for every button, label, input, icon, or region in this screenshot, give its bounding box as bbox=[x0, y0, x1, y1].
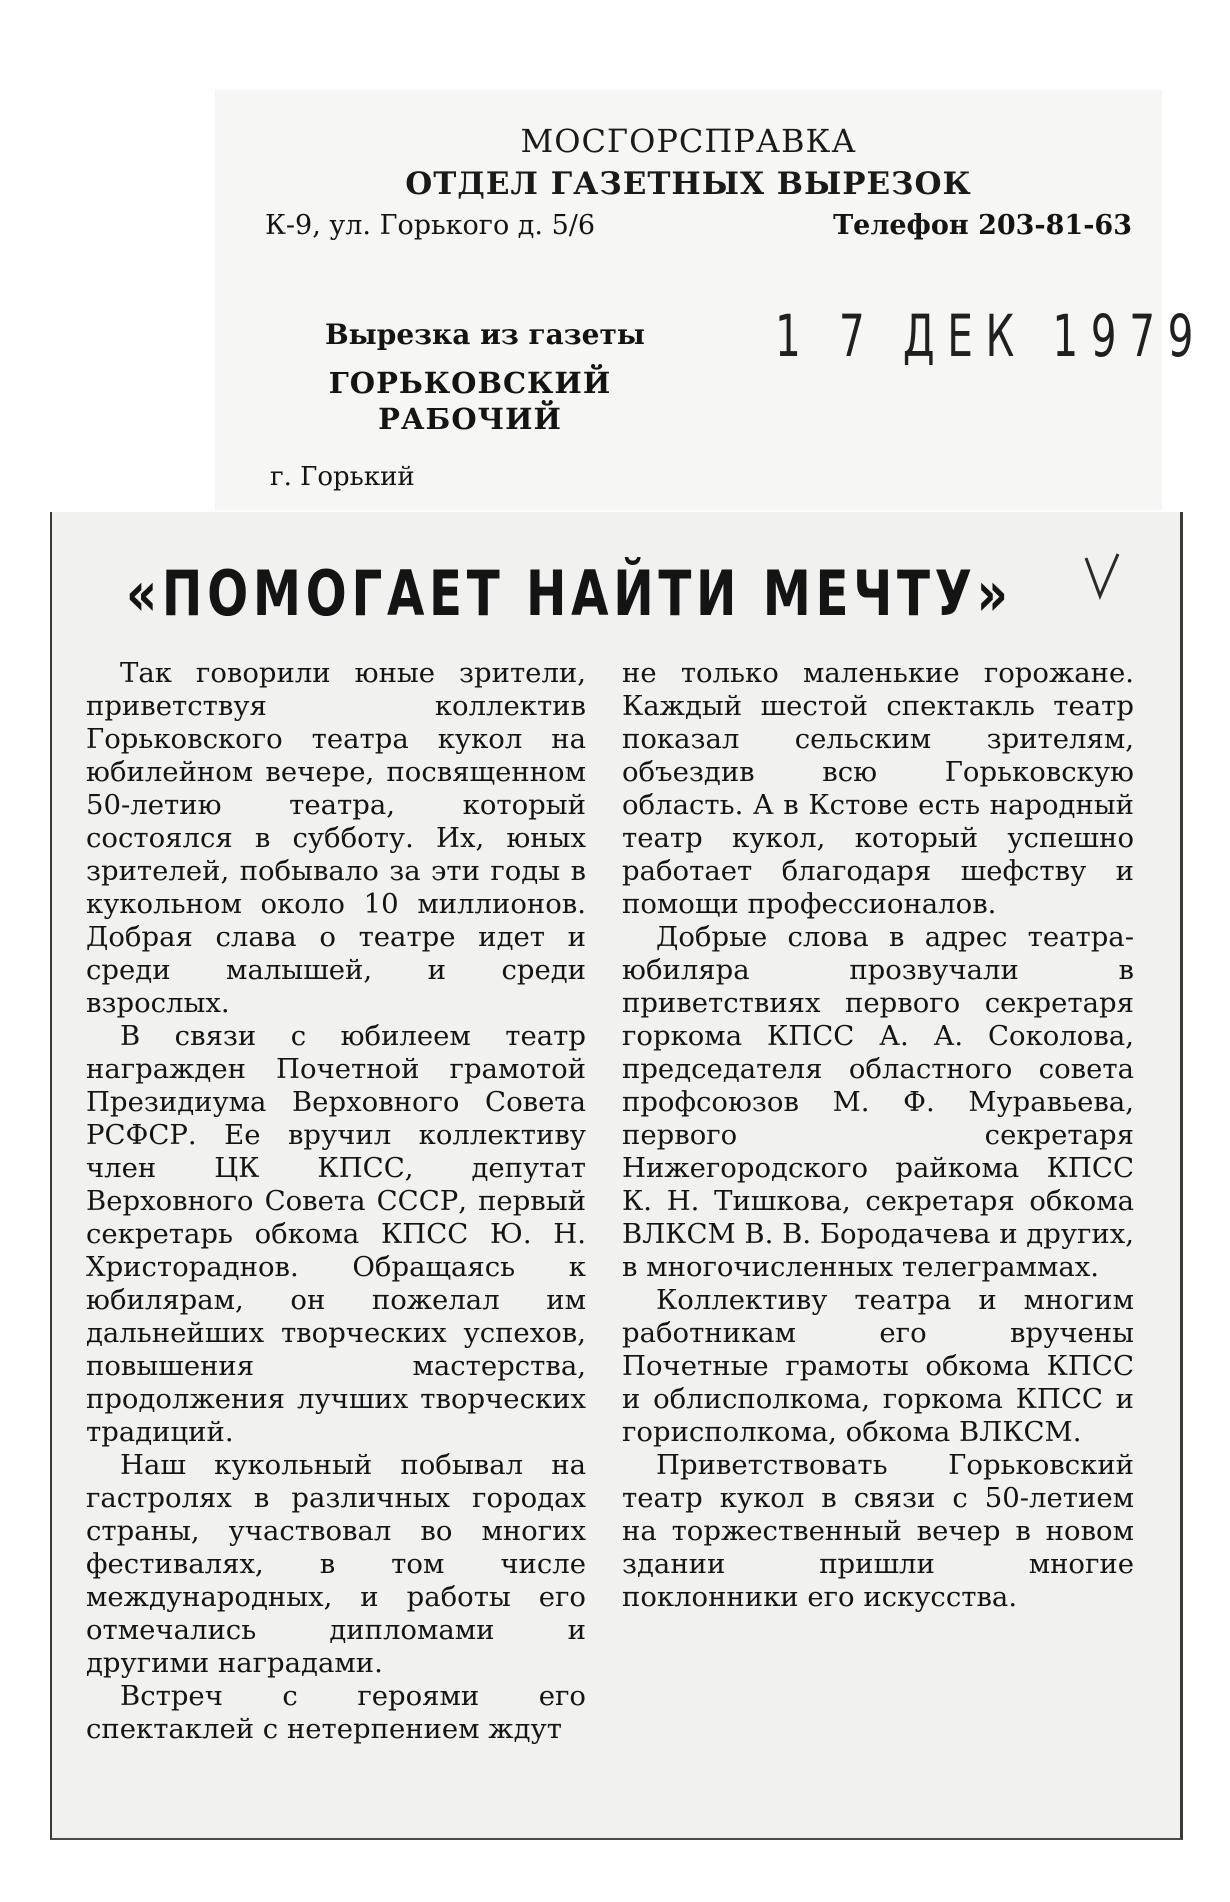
article-column-left bbox=[86, 657, 586, 1746]
newspaper-clipping bbox=[50, 512, 1183, 1840]
article-column-right bbox=[622, 657, 1134, 1614]
article-paragraph: Наш кукольный побывал на гастролях в различных городах страны, участвовал во многих фестивалях, в том числе международных, и работы его отмечались дипломами и другими наградами. bbox=[86, 1449, 586, 1679]
article-paragraph: Встреч с героями его спектаклей с нетерпением ждут bbox=[86, 1680, 586, 1745]
bureau-address: К-9, ул. Горького д. 5/6 bbox=[265, 210, 596, 241]
newspaper-name bbox=[305, 365, 635, 438]
newspaper-name-line1: ГОРЬКОВСКИЙ bbox=[328, 366, 612, 400]
article-paragraph: Добрые слова в адрес театра-юбиляра прозвучали в приветствиях первого секретаря горкома КПСС А. А. Соколова, председателя областного совета профсоюзов М. Ф. Муравьева, первого секретаря Нижегородского райкома КПСС К. Н. Тишкова, секретаря обкома ВЛКСМ В. В. Бородачева и других, в многочисленных телеграммах. bbox=[622, 921, 1134, 1283]
department-name: ОТДЕЛ ГАЗЕТНЫХ ВЫРЕЗОК bbox=[405, 166, 972, 202]
clipping-source-label: Вырезка из газеты bbox=[325, 318, 645, 351]
bureau-phone: Телефон 203-81-63 bbox=[833, 210, 1132, 241]
article-paragraph: Так говорили юные зрители, приветствуя коллектив Горьковского театра кукол на юбилейном вечере, посвященном 50-летию театра, который состоялся в субботу. Их, юных зрителей, побывало за эти годы в кукольном около 10 миллионов. Добрая слава о театре идет и среди малышей, и среди взрослых. bbox=[86, 657, 586, 1019]
newspaper-name-line2: РАБОЧИЙ bbox=[378, 402, 562, 437]
clipping-bureau-slip bbox=[215, 90, 1207, 510]
article-headline: «ПОМОГАЕТ НАЙТИ МЕЧТУ» bbox=[126, 557, 1013, 630]
bureau-name: МОСГОРСПРАВКА bbox=[520, 122, 857, 160]
article-paragraph: Коллективу театра и многим работникам его вручены Почетные грамоты обкома КПСС и облисполкома, горкома КПСС и горисполкома, обкома ВЛКСМ. bbox=[622, 1284, 1134, 1448]
checkmark-icon bbox=[1082, 552, 1122, 602]
article-paragraph: Приветствовать Горьковский театр кукол в связи с 50-летием на торжественный вечер в новом здании пришли многие поклонники его искусства. bbox=[622, 1449, 1134, 1613]
date-stamp: 1 7 ДЕК 1979 bbox=[775, 302, 1207, 370]
article-paragraph: В связи с юбилеем театр награжден Почетной грамотой Президиума Верховного Совета РСФСР. Ее вручил коллективу член ЦК КПСС, депутат Верховного Совета СССР, первый секретарь обкома КПСС Ю. Н. Христораднов. Обращаясь к юбилярам, он пожелал им дальнейших творческих успехов, повышения мастерства, продолжения лучших творческих традиций. bbox=[86, 1020, 586, 1448]
article-paragraph: не только маленькие горожане. Каждый шестой спектакль театр показал сельским зрителям, объездив всю Горьковскую область. А в Кстове есть народный театр кукол, который успешно работает благодаря шефству и помощи профессионалов. bbox=[622, 657, 1134, 920]
newspaper-city: г. Горький bbox=[270, 462, 415, 492]
